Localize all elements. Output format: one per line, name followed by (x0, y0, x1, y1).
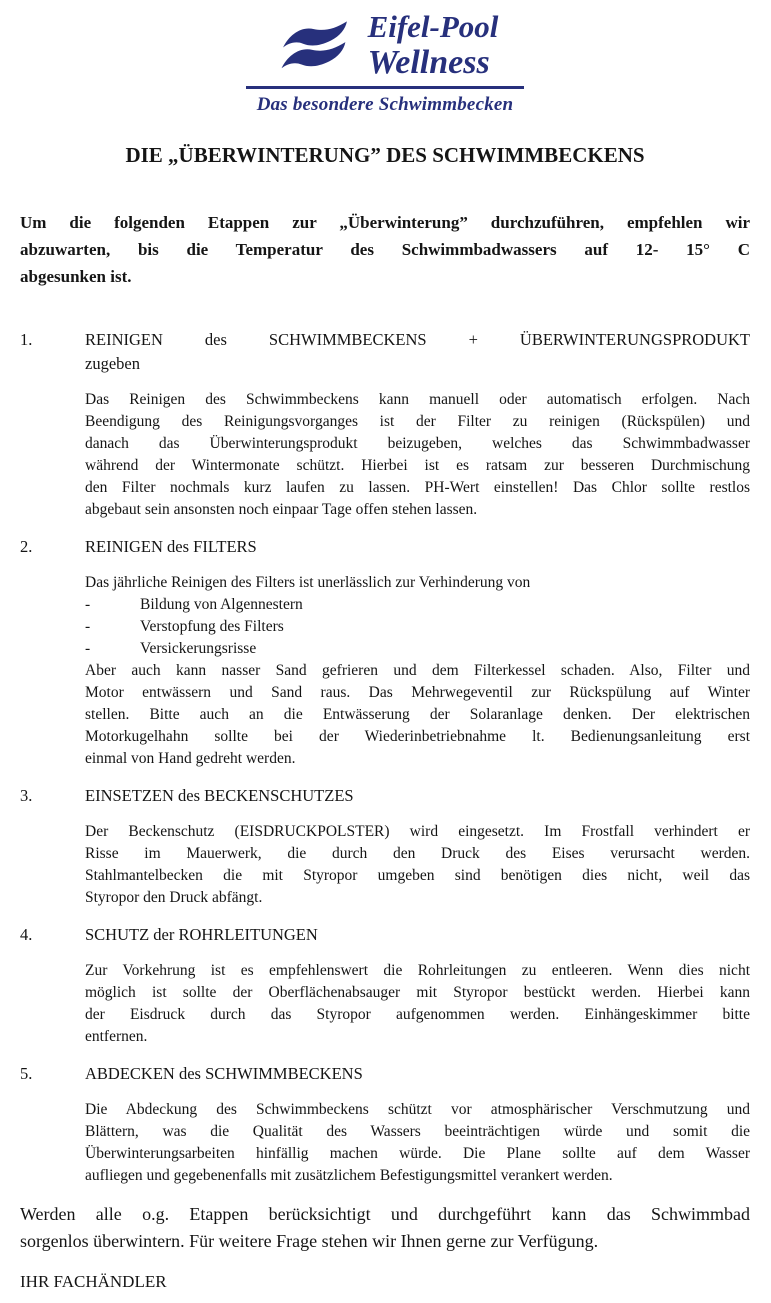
text-line: ABDECKEN des SCHWIMMBECKENS (85, 1064, 363, 1083)
logo (246, 10, 524, 116)
text-line: Motor entwässern und Sand raus. Das Mehrwegeventil zur Rückspülung auf Winter (85, 684, 750, 701)
wave-logo-icon (272, 16, 358, 76)
section-heading-row (20, 328, 750, 376)
dash-list-item (85, 638, 750, 660)
text-line: danach das Überwinterungsprodukt beizugeben, welches das Schwimmbadwasser (85, 435, 750, 452)
numbered-section (20, 923, 750, 1048)
text-line: Die Abdeckung des Schwimmbeckens schützt vor atmosphärischer Verschmutzung und (85, 1101, 750, 1118)
logo-tagline: Das besondere Schwimmbecken (256, 94, 514, 115)
section-heading-row (20, 784, 750, 808)
dash-bullet: - (85, 640, 91, 657)
section-paragraph (85, 1099, 750, 1187)
dash-list-item (85, 616, 750, 638)
section-heading (85, 923, 750, 947)
section-paragraph (85, 960, 750, 1048)
text-line: Stahlmantelbecken die mit Styropor umgeben sind benötigen dies nicht, weil das (85, 867, 750, 884)
text-line: Risse im Mauerwerk, die durch den Druck des Eises verursacht werden. (85, 845, 750, 862)
text-line: REINIGEN des SCHWIMMBECKENS + ÜBERWINTERUNGSPRODUKT (85, 330, 750, 349)
section-heading (85, 328, 750, 376)
text-line: einmal von Hand gedreht werden. (85, 750, 296, 767)
text-line: Motorkugelhahn sollte bei der Wiederinbetriebnahme lt. Bedienungsanleitung erst (85, 728, 750, 745)
text-line: entfernen. (85, 1028, 148, 1045)
section-paragraph (85, 821, 750, 909)
brand-name-line2: Wellness (367, 44, 490, 81)
numbered-section (20, 535, 750, 770)
dash-list-text: Versickerungsrisse (140, 640, 257, 657)
numbered-section (20, 328, 750, 521)
text-line: Überwinterungsarbeiten hinfällig machen würde. Die Plane sollte auf dem Wasser (85, 1145, 750, 1162)
text-line: abgebaut sein ansonsten noch einpaar Tage offen stehen lassen. (85, 501, 478, 518)
text-line: aufliegen und gegebenenfalls mit zusätzlichem Befestigungsmittel verankert werden. (85, 1167, 613, 1184)
text-line: Blättern, was die Qualität des Wassers beeinträchtigen würde und somit die (85, 1123, 750, 1140)
text-line: Das jährliche Reinigen des Filters ist unerlässlich zur Verhinderung von (85, 574, 531, 591)
text-line: während der Wintermonate schützt. Hierbei ist es ratsam zur besseren Durchmischung (85, 457, 750, 474)
section-number: 1. (20, 330, 33, 349)
brand-name (368, 10, 499, 81)
text-line: Aber auch kann nasser Sand gefrieren und dem Filterkessel schaden. Also, Filter und (85, 662, 750, 679)
text-line: Beendigung des Reinigungsvorganges ist der Filter zu reinigen (Rückspülen) und (85, 413, 750, 430)
numbered-section (20, 784, 750, 909)
section-body (85, 1099, 750, 1187)
logo-top (246, 10, 524, 81)
text-line: der Eisdruck durch das Styropor aufgenommen werden. Einhängeskimmer bitte (85, 1006, 750, 1023)
text-line: Styropor den Druck abfängt. (85, 889, 263, 906)
text-line: Das Reinigen des Schwimmbeckens kann manuell oder automatisch erfolgen. Nach (85, 391, 750, 408)
section-number: 2. (20, 537, 33, 556)
section-heading (85, 1062, 750, 1086)
text-line: abzuwarten, bis die Temperatur des Schwimmbadwassers auf 12- 15° C (20, 240, 750, 259)
closing-paragraph (20, 1201, 750, 1255)
text-line: SCHUTZ der ROHRLEITUNGEN (85, 925, 318, 944)
text-line: EINSETZEN des BECKENSCHUTZES (85, 786, 354, 805)
brand-name-line1: Eifel-Pool (367, 9, 499, 44)
text-line: REINIGEN des FILTERS (85, 537, 257, 556)
text-line: Zur Vorkehrung ist es empfehlenswert die Rohrleitungen zu entleeren. Wenn dies nicht (85, 962, 750, 979)
section-body (85, 389, 750, 521)
dash-list-text: Verstopfung des Filters (140, 618, 284, 635)
numbered-section (20, 1062, 750, 1187)
section-body (85, 821, 750, 909)
section-heading (85, 535, 750, 559)
section-heading-row (20, 1062, 750, 1086)
section-paragraph (85, 660, 750, 770)
text-line: abgesunken ist. (20, 267, 132, 286)
sections (20, 328, 750, 1187)
section-number: 5. (20, 1064, 33, 1083)
text-line: Werden alle o.g. Etappen berücksichtigt und durchgeführt kann das Schwimmbad (20, 1204, 750, 1224)
section-paragraph (85, 389, 750, 521)
dash-bullet: - (85, 596, 91, 613)
section-body (85, 572, 750, 770)
dealer-line: IHR FACHÄNDLER (20, 1272, 167, 1291)
dash-bullet: - (85, 618, 91, 635)
section-heading-row (20, 535, 750, 559)
text-line: möglich ist sollte der Oberflächenabsauger mit Styropor bestückt werden. Hierbei kann (85, 984, 750, 1001)
text-line: zugeben (85, 354, 140, 373)
text-line: den Filter nochmals kurz laufen zu lassen. PH-Wert einstellen! Das Chlor sollte restlos (85, 479, 750, 496)
section-paragraph (85, 572, 750, 594)
text-line: Der Beckenschutz (EISDRUCKPOLSTER) wird eingesetzt. Im Frostfall verhindert er (85, 823, 750, 840)
dash-list-text: Bildung von Algennestern (140, 596, 303, 613)
text-line: stellen. Bitte auch an die Entwässerung der Solaranlage denken. Der elektrischen (85, 706, 750, 723)
section-heading-row (20, 923, 750, 947)
section-heading (85, 784, 750, 808)
section-number: 3. (20, 786, 33, 805)
section-body (85, 960, 750, 1048)
page-title: DIE „ÜBERWINTERUNG” DES SCHWIMMBECKENS (125, 143, 645, 167)
dash-list-item (85, 594, 750, 616)
intro-paragraph (20, 209, 750, 290)
logo-divider (246, 86, 524, 89)
section-number: 4. (20, 925, 33, 944)
text-line: Um die folgenden Etappen zur „Überwinterung” durchzuführen, empfehlen wir (20, 213, 750, 232)
text-line: sorgenlos überwintern. Für weitere Frage stehen wir Ihnen gerne zur Verfügung. (20, 1231, 599, 1251)
